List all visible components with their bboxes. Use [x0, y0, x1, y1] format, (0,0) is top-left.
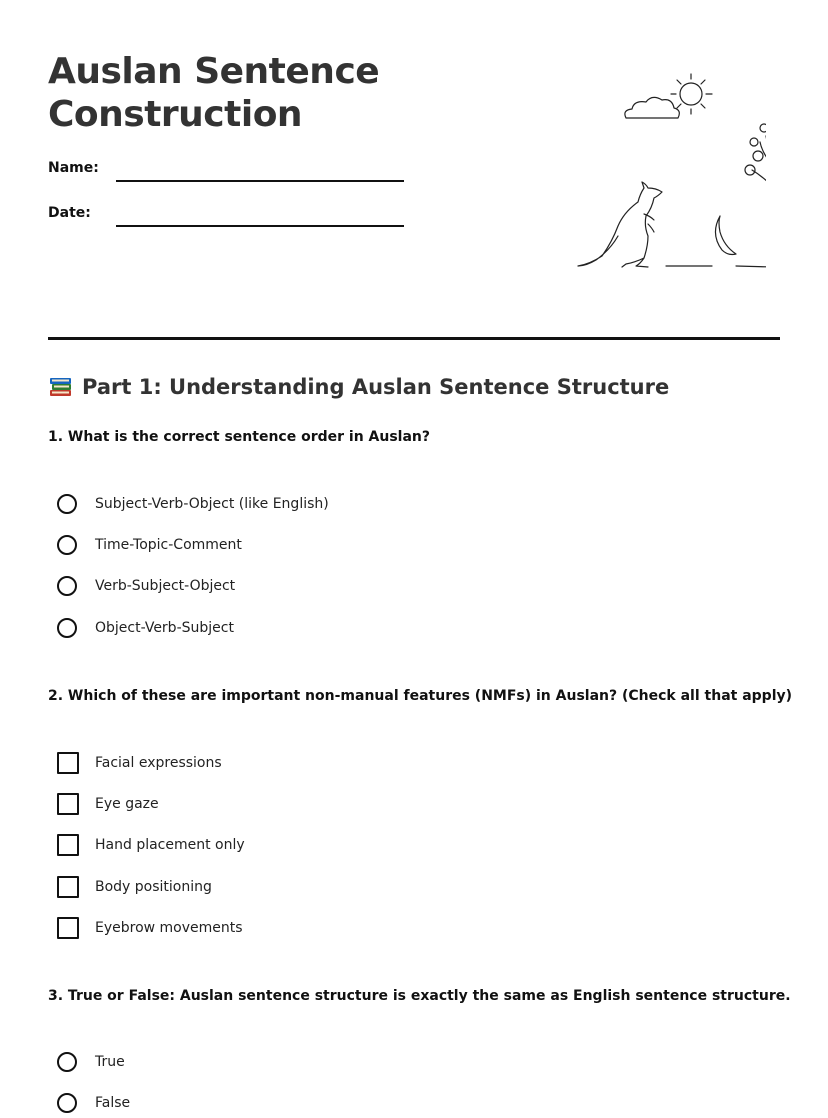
q2-option[interactable]	[57, 833, 657, 859]
radio-button[interactable]	[57, 618, 77, 638]
books-icon	[48, 373, 74, 399]
date-field[interactable]	[48, 205, 408, 235]
kangaroo-icon	[578, 182, 662, 267]
option-label: Facial expressions	[95, 755, 222, 771]
sun-icon	[671, 74, 712, 114]
tree-icon	[745, 117, 766, 266]
q2-option[interactable]	[57, 792, 657, 818]
q2-option[interactable]	[57, 751, 657, 777]
option-label: Body positioning	[95, 879, 212, 895]
cloud-icon	[625, 97, 679, 118]
checkbox[interactable]	[57, 876, 79, 898]
question-2: 2. Which of these are important non-manual features (NMFs) in Auslan? (Check all that apply)	[48, 688, 793, 704]
radio-button[interactable]	[57, 1052, 77, 1072]
worksheet-page	[48, 0, 793, 1118]
question-3: 3. True or False: Auslan sentence structure is exactly the same as English sentence structure.	[48, 988, 791, 1004]
option-label: Eyebrow movements	[95, 920, 243, 936]
q3-option[interactable]	[57, 1050, 657, 1076]
section-divider	[48, 337, 780, 340]
name-write-line[interactable]	[116, 180, 404, 182]
kangaroo-landscape-illustration	[526, 66, 766, 276]
worksheet-title	[48, 50, 468, 136]
name-field[interactable]	[48, 160, 408, 190]
option-label: Verb-Subject-Object	[95, 578, 236, 594]
checkbox[interactable]	[57, 834, 79, 856]
name-label: Name:	[48, 160, 99, 176]
option-label: False	[95, 1095, 131, 1111]
q2-option[interactable]	[57, 916, 657, 942]
date-label: Date:	[48, 205, 91, 221]
option-label: Eye gaze	[95, 796, 159, 812]
q2-option[interactable]	[57, 875, 657, 901]
q3-option[interactable]	[57, 1091, 657, 1117]
q1-option[interactable]	[57, 574, 657, 600]
q1-option[interactable]	[57, 492, 657, 518]
option-label: Time-Topic-Comment	[95, 537, 242, 553]
option-label: Subject-Verb-Object (like English)	[95, 496, 329, 512]
moon-icon	[715, 216, 736, 255]
part-1-title: Part 1: Understanding Auslan Sentence Structure	[82, 375, 670, 399]
question-1: 1. What is the correct sentence order in Auslan?	[48, 429, 431, 445]
option-label: True	[95, 1054, 125, 1070]
option-label: Object-Verb-Subject	[95, 620, 234, 636]
title-line-1: Auslan Sentence	[48, 51, 380, 92]
q1-option[interactable]	[57, 533, 657, 559]
radio-button[interactable]	[57, 494, 77, 514]
radio-button[interactable]	[57, 576, 77, 596]
part-1-heading	[48, 373, 669, 399]
checkbox[interactable]	[57, 917, 79, 939]
radio-button[interactable]	[57, 1093, 77, 1113]
radio-button[interactable]	[57, 535, 77, 555]
date-write-line[interactable]	[116, 225, 404, 227]
title-line-2: Construction	[48, 94, 303, 135]
checkbox[interactable]	[57, 793, 79, 815]
q1-option[interactable]	[57, 616, 657, 642]
checkbox[interactable]	[57, 752, 79, 774]
option-label: Hand placement only	[95, 837, 245, 853]
